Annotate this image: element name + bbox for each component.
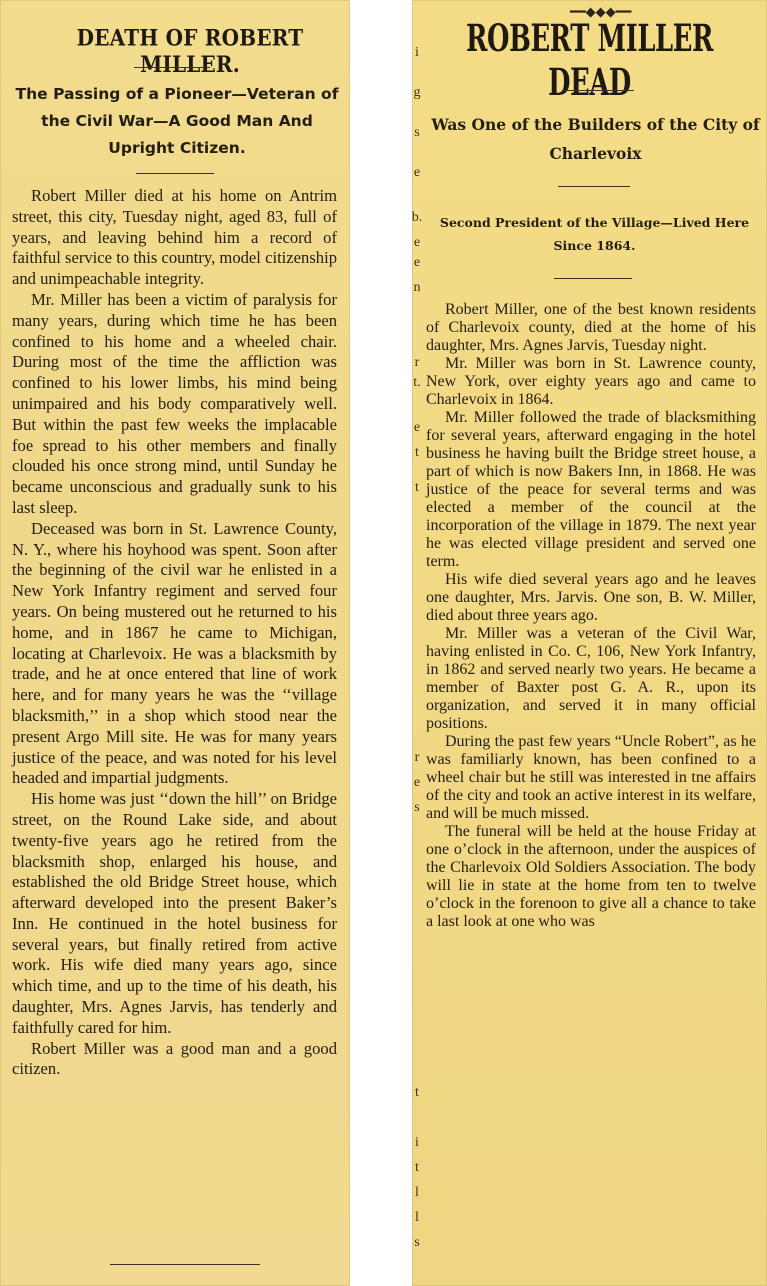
right-headline: ROBERT MILLER DEAD xyxy=(466,17,713,105)
left-subheadline: The Passing of a Pioneer—Veteran of the Civil War—A Good Man And Upright Citizen. xyxy=(15,85,339,157)
right-paragraph: Robert Miller, one of the best known residents of Charlevoix county, died at the home of his daughter, Mrs. Agnes Jarvis, Tuesday night. xyxy=(426,301,756,354)
margin-fragment: e xyxy=(413,255,421,270)
right-paragraph: The funeral will be held at the house Friday at one o’clock in the afternoon, under the auspices of the Charlevoix Old Soldiers Association. The body will lie in state at the home from ten to twelve o’clock in the forenoon to give all a chance to take a last look at one who was xyxy=(426,823,756,930)
margin-fragment: r xyxy=(414,750,420,765)
left-end-rule xyxy=(110,1264,260,1265)
left-paragraph: Mr. Miller has been a victim of paralysis for many years, during which time he has been confined to his home and a wheeled chair. During most of the time the affliction was confined to his lower limbs, his mind being unimpaired and his body comparatively well. But within the past few weeks the implacable foe spread to his other members and finally clouded his once strong mind, until Sunday he became unconscious and gradually sunk to his last sleep. xyxy=(12,289,337,517)
margin-fragment: t. xyxy=(413,375,421,390)
left-subheadline-rule xyxy=(136,173,214,174)
right-subheadline: Was One of the Builders of the City of Charlevoix xyxy=(431,115,760,163)
margin-fragment: s xyxy=(414,800,420,815)
margin-fragment: s xyxy=(414,125,420,140)
right-secondary-rule xyxy=(554,278,632,279)
margin-fragment: i xyxy=(415,45,419,60)
left-paragraph: His home was just ‘‘down the hill’’ on Bridge street, on the Round Lake side, and about twenty-five years ago he retired from the blacksmith shop, enlarged his house, and established the old Bridge Street house, which afterward developed into the present Baker’s Inn. He continued in the hotel business for several years, but finally retired from active work. His wife died many years ago, since which time, and up to the time of his death, his daughter, Mrs. Agnes Jarvis, has tenderly and faithfully cared for him. xyxy=(12,789,337,1037)
margin-fragment: e xyxy=(413,165,421,180)
margin-fragment: e xyxy=(413,235,421,250)
right-newspaper-clipping xyxy=(412,0,767,1286)
margin-fragment: t xyxy=(415,1160,419,1175)
margin-fragment: g xyxy=(413,85,421,100)
margin-fragment: e xyxy=(413,420,421,435)
margin-fragment: l xyxy=(415,1185,419,1200)
left-headline: DEATH OF ROBERT MILLER. xyxy=(76,24,304,78)
right-headline-rule xyxy=(562,90,634,91)
right-paragraph: Mr. Miller followed the trade of blacksmithing for several years, afterward engaging in the hotel business he having built the Bridge street house, a part of which is now Bakers Inn, in 1868. He was justice of the peace for several terms and was elected a member of the council at the incorporation of the village in 1879. The next year he was elected village president and served one term. xyxy=(426,409,756,570)
margin-fragment: r xyxy=(414,355,420,370)
left-newspaper-clipping xyxy=(0,0,350,1286)
right-subheadline-rule xyxy=(558,186,630,187)
left-article-body xyxy=(12,186,337,1080)
left-paragraph: Deceased was born in St. Lawrence County, N. Y., where his hoyhood was spent. Soon after the beginning of the civil war he enlisted in a New York Infantry regiment and served four years. On being mustered out he returned to his home, and in 1867 he came to Michigan, locating at Charlevoix. He was a blacksmith by trade, and he at once entered that line of work here, and for many years he was the ‘‘village blacksmith,’’ in a shop which stood near the present Argo Mill site. He was for many years justice of the peace, and was noted for his level headed and impartial judgments. xyxy=(12,518,337,788)
margin-fragment: t xyxy=(415,480,419,495)
margin-fragment: s xyxy=(414,1235,420,1250)
right-paragraph: Mr. Miller was a veteran of the Civil War, having enlisted in Co. C, 106, New York Infantry, in 1862 and served nearly two years. He became a member of Baxter post G. A. R., upon its organization, and served it in many official positions. xyxy=(426,625,756,732)
right-article-body xyxy=(426,301,756,931)
right-paragraph: During the past few years “Uncle Robert”, as he was familiarly known, has been confined to a wheel chair but he still was interested in tne affairs of the city and took an active interest in its welfare, and will be much missed. xyxy=(426,733,756,822)
left-paragraph: Robert Miller was a good man and a good citizen. xyxy=(12,1038,337,1079)
margin-fragment: b. xyxy=(412,210,423,225)
right-paragraph: His wife died several years ago and he leaves one daughter, Mrs. Jarvis. One son, B. W. Miller, died about three years ago. xyxy=(426,571,756,624)
right-paragraph: Mr. Miller was born in St. Lawrence county, New York, over eighty years ago and came to Charlevoix in 1864. xyxy=(426,355,756,408)
margin-fragment: i xyxy=(415,1135,419,1150)
margin-fragment: l xyxy=(415,1210,419,1225)
left-headline-rule xyxy=(134,67,210,68)
left-paragraph: Robert Miller died at his home on Antrim street, this city, Tuesday night, aged 83, full of years, and leaving behind him a record of faithful service to this country, model citizenship and unimpeachable integrity. xyxy=(12,186,337,289)
right-secondary-subheadline: Second President of the Village—Lived Here Since 1864. xyxy=(439,215,750,253)
ornament-divider-icon: ━━◆◆◆━━ xyxy=(570,5,632,20)
margin-fragment: t xyxy=(415,1085,419,1100)
gap-between-clippings xyxy=(350,0,412,1286)
margin-fragment: t xyxy=(415,445,419,460)
margin-fragment: n xyxy=(413,280,421,295)
margin-fragment: e xyxy=(413,775,421,790)
